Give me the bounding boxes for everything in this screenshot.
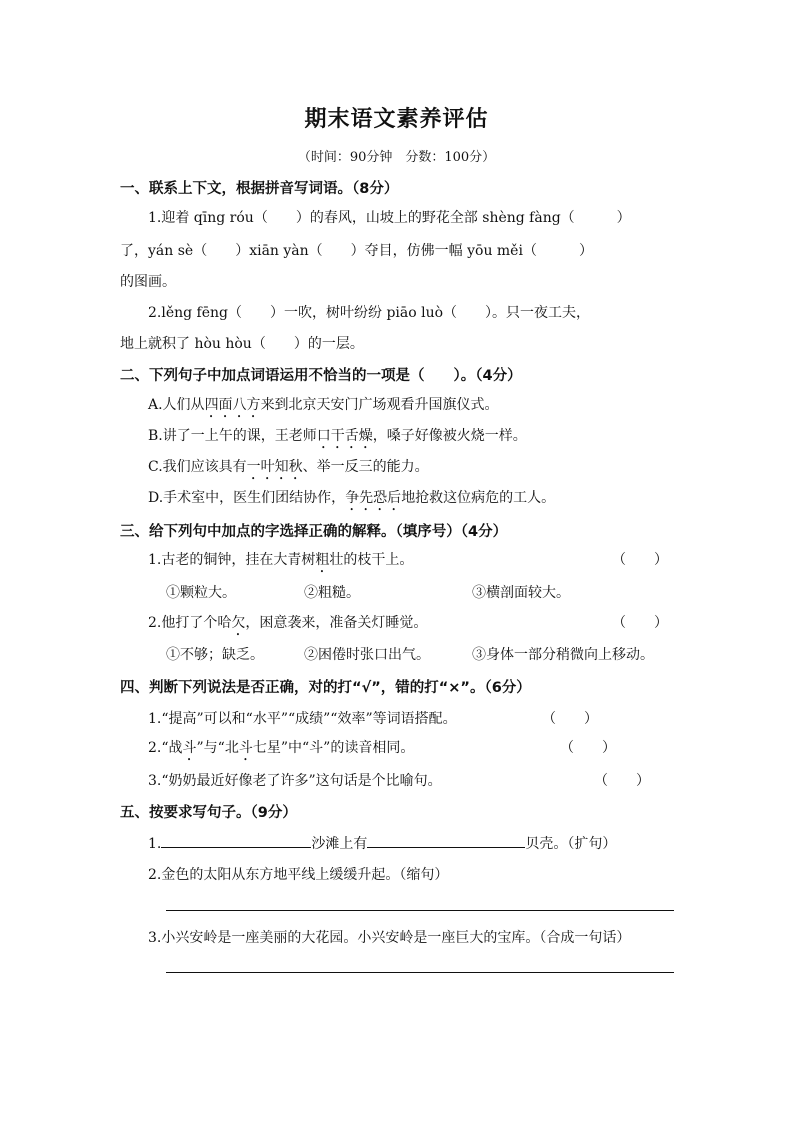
s3-q2-option-3: ③身体一部分稍微向上移动。: [472, 647, 654, 663]
s2-d-dotted: 争先恐后: [345, 490, 402, 506]
s3-q1-option-1: ①颗粒大。: [166, 585, 236, 601]
s4-q2-text-a: 2.“战: [148, 740, 183, 756]
page-title: 期末语文素养评估: [304, 107, 489, 132]
s3-q2-option-1: ①不够；缺乏。: [166, 647, 264, 663]
s1-line-1: 1.迎着 qīng róu（ ）的春风，山坡上的野花全部 shèng fàng（ ）: [148, 210, 631, 226]
s1-line-2: 了，yán sè（ ）xiān yàn（ ）夺目，仿佛一幅 yōu měi（ ）: [120, 243, 593, 259]
s3-q1-text: 1.古老的铜钟，挂在大青树: [148, 552, 316, 568]
s2-c-dotted: 一叶知秋: [246, 459, 303, 475]
s2-option-a: [148, 394, 499, 421]
s2-a-text: A.人们从: [148, 397, 205, 413]
s4-question-2: [148, 737, 414, 764]
s3-q2-text-end: ，困意袭来，准备关灯睡觉。: [245, 615, 428, 631]
s4-q2-answer-paren[interactable]: （ ）: [560, 740, 616, 756]
section-5-heading: 五、按要求写句子。（9分）: [120, 805, 297, 821]
s5-question-1: [148, 833, 616, 853]
s1-line-3: 的图画。: [120, 274, 176, 290]
s5-q3-answer-line[interactable]: [166, 972, 674, 973]
section-3-heading: 三、给下列句中加点的字选择正确的解释。（填序号）（4分）: [120, 524, 508, 540]
s2-c-text-end: 、举一反三的能力。: [302, 459, 429, 475]
s2-b-dotted: 口干舌燥: [316, 428, 373, 444]
s5-question-2: 2.金色的太阳从东方地平线上缓缓升起。（缩句）: [148, 867, 449, 883]
s3-q2-option-2: ②困倦时张口出气。: [304, 647, 430, 663]
s3-q1-option-3: ③横剖面较大。: [472, 585, 570, 601]
s3-question-1: [148, 549, 413, 576]
s5-q2-answer-line[interactable]: [166, 910, 674, 911]
s3-q1-text-end: 壮的枝干上。: [329, 552, 414, 568]
s4-q2-dotted-1: 斗: [182, 740, 197, 756]
s5-q1-number: 1.: [148, 836, 162, 852]
s2-c-text: C.我们应该具有: [148, 459, 247, 475]
s3-q2-dotted: 欠: [231, 615, 246, 631]
s2-a-text-end: 来到北京天安门广场观看升国旗仪式。: [260, 397, 499, 413]
s3-q2-text: 2.他打了个哈: [148, 615, 232, 631]
s5-q1-blank-2[interactable]: [367, 846, 525, 848]
s5-q1-blank-1[interactable]: [161, 846, 311, 848]
s5-q1-text-mid: 沙滩上有: [311, 836, 368, 852]
s2-a-dotted: 四面八方: [204, 397, 261, 413]
s2-option-d: [148, 487, 555, 514]
s2-option-b: [148, 425, 527, 452]
section-2-heading: 二、下列句子中加点词语运用不恰当的一项是（ ）。（4分）: [120, 368, 522, 384]
s4-q2-dotted-2: 斗: [238, 740, 253, 756]
exam-info: （时间：90分钟 分数：100分）: [297, 150, 496, 165]
s2-d-text: D.手术室中，医生们团结协作，: [148, 490, 346, 506]
s3-q1-option-2: ②粗糙。: [304, 585, 360, 601]
s4-q3-answer-paren[interactable]: （ ）: [594, 773, 650, 789]
s5-question-3: 3.小兴安岭是一座美丽的大花园。小兴安岭是一座巨大的宝库。（合成一句话）: [148, 930, 631, 946]
s2-option-c: [148, 456, 429, 483]
s4-question-1: 1.“提高”可以和“水平”“成绩”“效率”等词语搭配。: [148, 711, 457, 727]
s1-line-4: 2.lěng fēng（ ）一吹，树叶纷纷 piāo luò（ ）。只一夜工夫，: [148, 305, 591, 321]
section-4-heading: 四、判断下列说法是否正确，对的打“√”，错的打“×”。（6分）: [120, 680, 531, 696]
s3-q1-dotted: 粗: [315, 552, 330, 568]
s3-q1-answer-paren[interactable]: （ ）: [612, 552, 668, 568]
s4-question-3: 3.“奶奶最近好像老了许多”这句话是个比喻句。: [148, 773, 442, 789]
s5-q1-text-end: 贝壳。（扩句）: [525, 836, 617, 852]
section-1-heading: 一、联系上下文，根据拼音写词语。（8分）: [120, 181, 399, 197]
s4-q2-text-b: ”与“北: [196, 740, 239, 756]
s2-b-text: B.讲了一上午的课，王老师: [148, 428, 317, 444]
s2-d-text-end: 地抢救这位病危的工人。: [401, 490, 556, 506]
s3-q2-answer-paren[interactable]: （ ）: [612, 615, 668, 631]
s4-q1-answer-paren[interactable]: （ ）: [542, 711, 598, 727]
s2-b-text-end: ，嗓子好像被火烧一样。: [372, 428, 527, 444]
s1-line-5: 地上就积了 hòu hòu（ ）的一层。: [120, 336, 364, 352]
s3-question-2: [148, 612, 427, 639]
s4-q2-text-c: 七星”中“斗”的读音相同。: [252, 740, 415, 756]
